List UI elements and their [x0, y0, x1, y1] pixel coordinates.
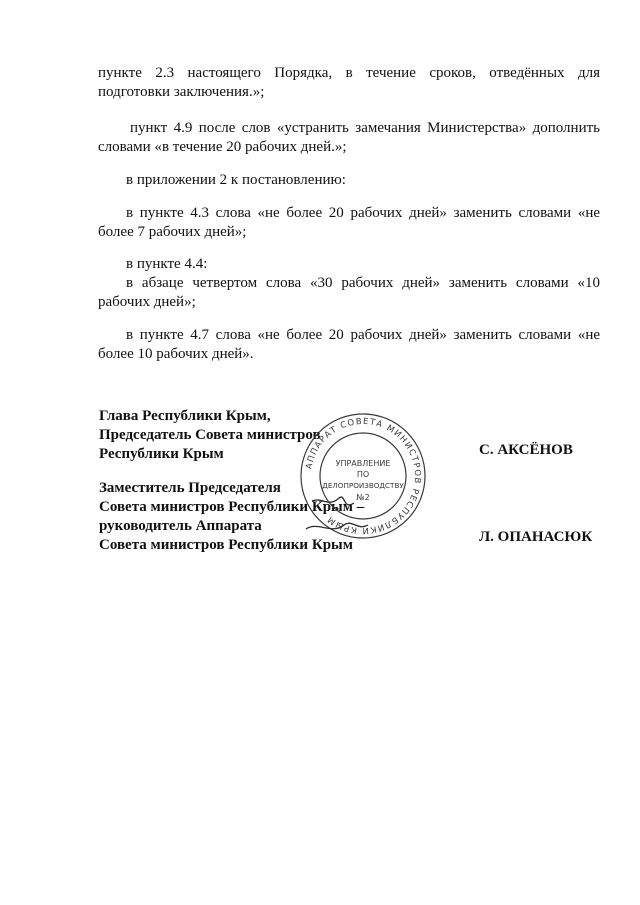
paragraph-1-line-2: подготовки заключения.»;: [98, 84, 265, 100]
signature-head-title: [99, 407, 321, 464]
stamp-center-line-3: ДЕЛОПРОИЗВОДСТВУ: [322, 481, 404, 490]
signature-scribble-head: [312, 497, 354, 505]
signature-deputy-title-line-3: руководитель Аппарата: [99, 518, 262, 534]
stamp-center-line-1: УПРАВЛЕНИЕ: [335, 459, 391, 468]
signature-head-title-line-3: Республики Крым: [99, 446, 224, 462]
signature-head-name: [479, 441, 573, 460]
paragraph-5-line-3: рабочих дней»;: [98, 294, 196, 310]
paragraph-4: [98, 204, 600, 242]
paragraph-4-line-1: в пункте 4.3 слова «не более 20 рабочих дней» заменить словами «не: [126, 205, 600, 221]
signature-deputy-name-text: Л. ОПАНАСЮК: [479, 529, 593, 545]
signature-deputy-title-line-2: Совета министров Республики Крым –: [99, 499, 365, 515]
paragraph-4-line-2: более 7 рабочих дней»;: [98, 224, 247, 240]
paragraph-1-line-1: пункте 2.3 настоящего Порядка, в течение сроков, отведённых для: [98, 65, 600, 81]
official-stamp: [298, 411, 428, 541]
paragraph-2-line-2: словами «в течение 20 рабочих дней.»;: [98, 139, 347, 155]
paragraph-1: [98, 64, 600, 102]
signature-head-name-text: С. АКСЁНОВ: [479, 442, 573, 458]
paragraph-6: [98, 326, 600, 364]
stamp-center-line-2: ПО: [356, 470, 370, 479]
paragraph-6-line-1: в пункте 4.7 слова «не более 20 рабочих дней» заменить словами «не: [126, 327, 600, 343]
signature-deputy-name: [479, 528, 592, 547]
signature-deputy-title-line-1: Заместитель Председателя: [99, 480, 281, 496]
paragraph-5-line-1: в пункте 4.4:: [126, 256, 208, 272]
stamp-number: №2: [356, 493, 370, 502]
signature-deputy-title-line-4: Совета министров Республики Крым: [99, 537, 353, 553]
paragraph-2: [98, 119, 600, 157]
paragraph-3-line-1: в приложении 2 к постановлению:: [126, 172, 346, 188]
paragraph-2-line-1: пункт 4.9 после слов «устранить замечания Министерства» дополнить: [130, 120, 600, 136]
signature-head-title-line-2: Председатель Совета министров: [99, 427, 321, 443]
signature-head-title-line-1: Глава Республики Крым,: [99, 408, 271, 424]
stamp-ring-textpath: АППАРАТ СОВЕТА МИНИСТРОВ РЕСПУБЛИКИ КРЫМ: [304, 416, 423, 536]
paragraph-6-line-2: более 10 рабочих дней».: [98, 346, 254, 362]
paragraph-3: [98, 171, 600, 190]
paragraph-5-line-2: в абзаце четвертом слова «30 рабочих дней» заменить словами «10: [126, 275, 600, 291]
paragraph-5: [98, 255, 600, 312]
